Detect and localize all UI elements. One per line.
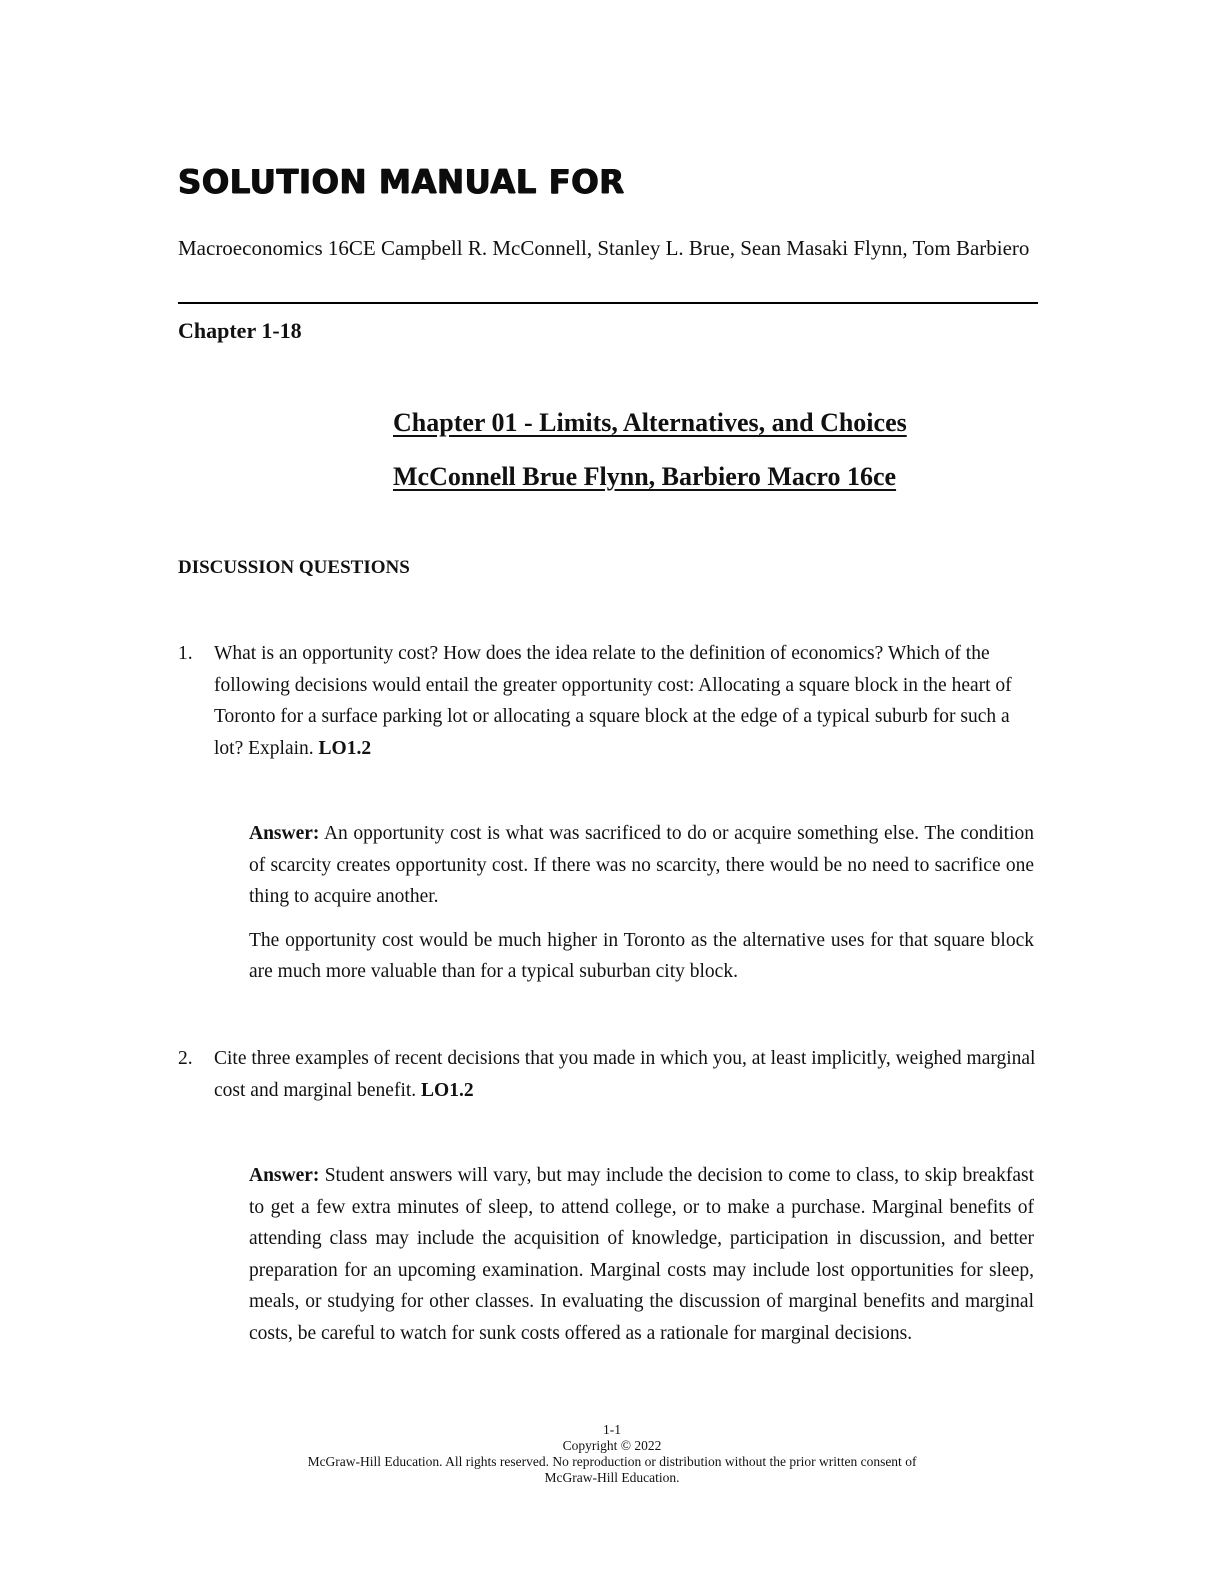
rights-notice-publisher: McGraw-Hill Education. [544, 1470, 680, 1485]
copyright-notice: Copyright © 2022 [562, 1438, 662, 1453]
question-text: Cite three examples of recent decisions that you made in which you, at least implicitly, weighed marginal cost and marginal benefit. LO1.2 [214, 1048, 1036, 1101]
page-number: 1-1 [603, 1422, 621, 1437]
question-number: 2. [178, 1048, 193, 1069]
horizontal-rule [178, 302, 1038, 304]
answer-label: Answer: [249, 823, 320, 844]
answer-paragraph: The opportunity cost would be much higher in Toronto as the alternative uses for that square block are much more valuable than for a typical suburban city block. [249, 929, 1034, 982]
chapter-authors: McConnell Brue Flynn, Barbiero Macro 16ce [393, 462, 897, 491]
learning-objective: LO1.2 [318, 737, 372, 759]
answer-1 [249, 818, 1034, 1000]
question-1 [178, 638, 1038, 764]
title-banner: SOLUTION MANUAL FOR [178, 162, 625, 201]
answer-label: Answer: [249, 1165, 320, 1186]
question-text: What is an opportunity cost? How does the idea relate to the definition of economics? Which of the following decisions would entail the greater opportunity cost: Allocating a square block in the heart of Toronto for a surface parking lot or allocating a square block at the edge of a typical suburb for such a lot? Explain. LO1.2 [214, 643, 1012, 759]
chapter-range: Chapter 1-18 [178, 318, 302, 343]
book-subtitle: Macroeconomics 16CE Campbell R. McConnell, Stanley L. Brue, Sean Masaki Flynn, Tom Barbiero [178, 236, 1030, 260]
chapter-title: Chapter 01 - Limits, Alternatives, and Choices [393, 408, 907, 437]
answer-paragraph: Answer: An opportunity cost is what was sacrificed to do or acquire something else. The condition of scarcity creates opportunity cost. If there was no scarcity, there would be no need to sacrifice one thing to acquire another. [249, 823, 1034, 907]
learning-objective: LO1.2 [421, 1079, 474, 1101]
question-number: 1. [178, 643, 193, 664]
section-heading: DISCUSSION QUESTIONS [178, 557, 410, 578]
page-footer [0, 1422, 1224, 1486]
question-2 [178, 1043, 1038, 1106]
answer-paragraph: Answer: Student answers will vary, but may include the decision to come to class, to skip breakfast to get a few extra minutes of sleep, to attend college, or to make a purchase. Marginal benefits of attending class may include the acquisition of knowledge, participation in discussion, and better preparation for an upcoming examination. Marginal costs may include lost opportunities for sleep, meals, or studying for other classes. In evaluating the discussion of marginal benefits and marginal costs, be careful to watch for sunk costs offered as a rationale for marginal decisions. [249, 1165, 1034, 1344]
rights-notice: McGraw-Hill Education. All rights reserved. No reproduction or distribution without the prior written consent of [307, 1454, 917, 1469]
answer-2 [249, 1160, 1034, 1361]
